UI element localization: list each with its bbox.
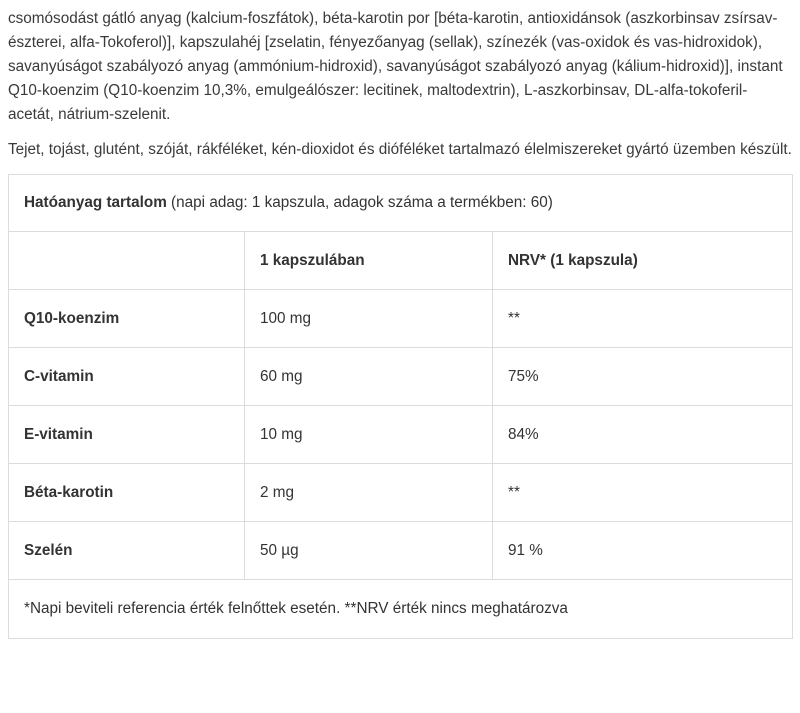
- table-footnote: *Napi beviteli referencia érték felnőttek esetén. **NRV érték nincs meghatározva: [9, 580, 793, 639]
- nutrient-nrv: 75%: [493, 348, 793, 406]
- table-heading-row: [9, 175, 793, 232]
- table-row: [9, 464, 793, 522]
- nutrient-nrv: 84%: [493, 406, 793, 464]
- column-header-amount: 1 kapszulában: [245, 232, 493, 290]
- nutrient-name: Q10-koenzim: [9, 290, 245, 348]
- nutrient-amount: 100 mg: [245, 290, 493, 348]
- table-heading-bold: Hatóanyag tartalom: [24, 194, 167, 211]
- nutrient-amount: 50 µg: [245, 522, 493, 580]
- table-heading-rest: (napi adag: 1 kapszula, adagok száma a termékben: 60): [166, 194, 553, 211]
- nutrient-name: Szelén: [9, 522, 245, 580]
- column-header-row: [9, 232, 793, 290]
- nutrient-name: C-vitamin: [9, 348, 245, 406]
- table-heading: [9, 175, 793, 232]
- table-row: [9, 290, 793, 348]
- table-row: [9, 348, 793, 406]
- nutrient-nrv: **: [493, 464, 793, 522]
- nutrient-name: Béta-karotin: [9, 464, 245, 522]
- nutrient-name: E-vitamin: [9, 406, 245, 464]
- nutrient-nrv: 91 %: [493, 522, 793, 580]
- nutrient-amount: 10 mg: [245, 406, 493, 464]
- column-header-empty: [9, 232, 245, 290]
- nutrient-amount: 2 mg: [245, 464, 493, 522]
- column-header-nrv: NRV* (1 kapszula): [493, 232, 793, 290]
- table-row: [9, 522, 793, 580]
- nutrient-nrv: **: [493, 290, 793, 348]
- table-row: [9, 406, 793, 464]
- allergen-notice: Tejet, tojást, glutént, szóját, rákféléket, kén-dioxidot és dióféléket tartalmazó élelmiszereket gyártó üzemben készült.: [8, 141, 792, 158]
- ingredients-paragraph: csomósodást gátló anyag (kalcium-foszfátok), béta-karotin por [béta-karotin, antioxidánsok (aszkorbinsav zsírsav-észterei, alfa-Tokoferol)], kapszulahéj [zselatin, fényezőanyag (sellak), színezék (vas-oxidok és vas-hidroxidok), savanyúságot szabályozó anyag (ammónium-hidroxid), savanyúságot szabályozó anyag (kálium-hidroxid)], instant Q10-koenzim (Q10-koenzim 10,3%, emulgeálószer: lecitinek, maltodextrin), L-aszkorbinsav, DL-alfa-tokoferil-acetát, nátrium-szelenit.: [8, 10, 783, 123]
- table-footnote-row: [9, 580, 793, 639]
- nutrition-table: [8, 174, 793, 639]
- nutrient-amount: 60 mg: [245, 348, 493, 406]
